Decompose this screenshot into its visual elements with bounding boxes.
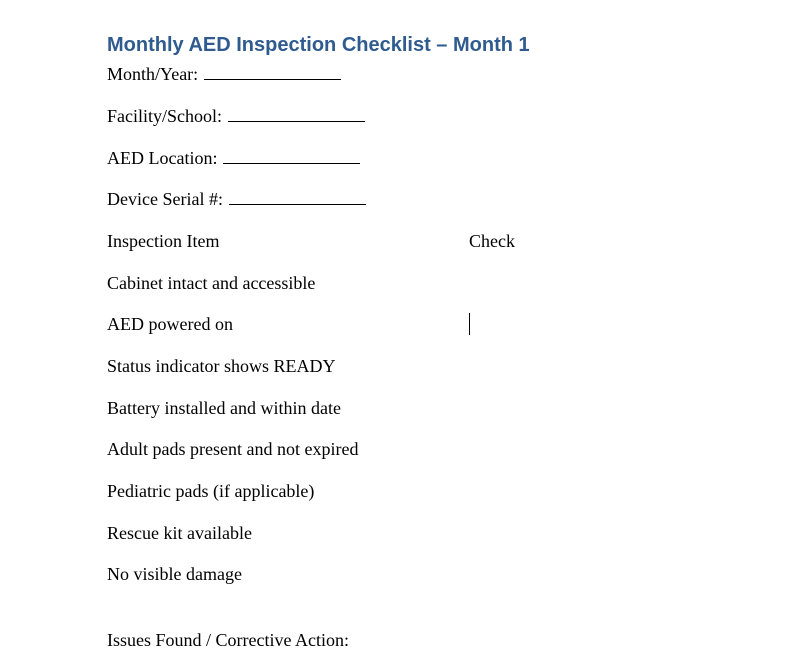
table-header-check: Check [469, 231, 515, 251]
month-year-label: Month/Year: [107, 64, 199, 84]
list-item: Battery installed and within date [107, 398, 341, 418]
list-item: Status indicator shows READY [107, 356, 336, 376]
aed-location-field [107, 147, 360, 169]
issues-found-label: Issues Found / Corrective Action: [107, 630, 349, 650]
month-year-blank-line[interactable] [204, 63, 341, 80]
list-item: Cabinet intact and accessible [107, 273, 316, 293]
device-serial-label: Device Serial #: [107, 189, 223, 209]
device-serial-blank-line[interactable] [229, 188, 366, 205]
aed-location-blank-line[interactable] [223, 147, 360, 164]
facility-school-field [107, 105, 365, 127]
list-item: AED powered on [107, 314, 233, 334]
aed-location-label: AED Location: [107, 148, 218, 168]
text-cursor [469, 313, 470, 335]
month-year-field [107, 63, 341, 85]
list-item: Pediatric pads (if applicable) [107, 481, 315, 501]
list-item: Adult pads present and not expired [107, 439, 359, 459]
facility-school-blank-line[interactable] [228, 105, 365, 122]
facility-school-label: Facility/School: [107, 106, 222, 126]
list-item: Rescue kit available [107, 523, 252, 543]
device-serial-field [107, 188, 366, 210]
list-item: No visible damage [107, 564, 242, 584]
page-title: Monthly AED Inspection Checklist – Month 1 [107, 34, 530, 56]
table-header-item: Inspection Item [107, 231, 220, 251]
